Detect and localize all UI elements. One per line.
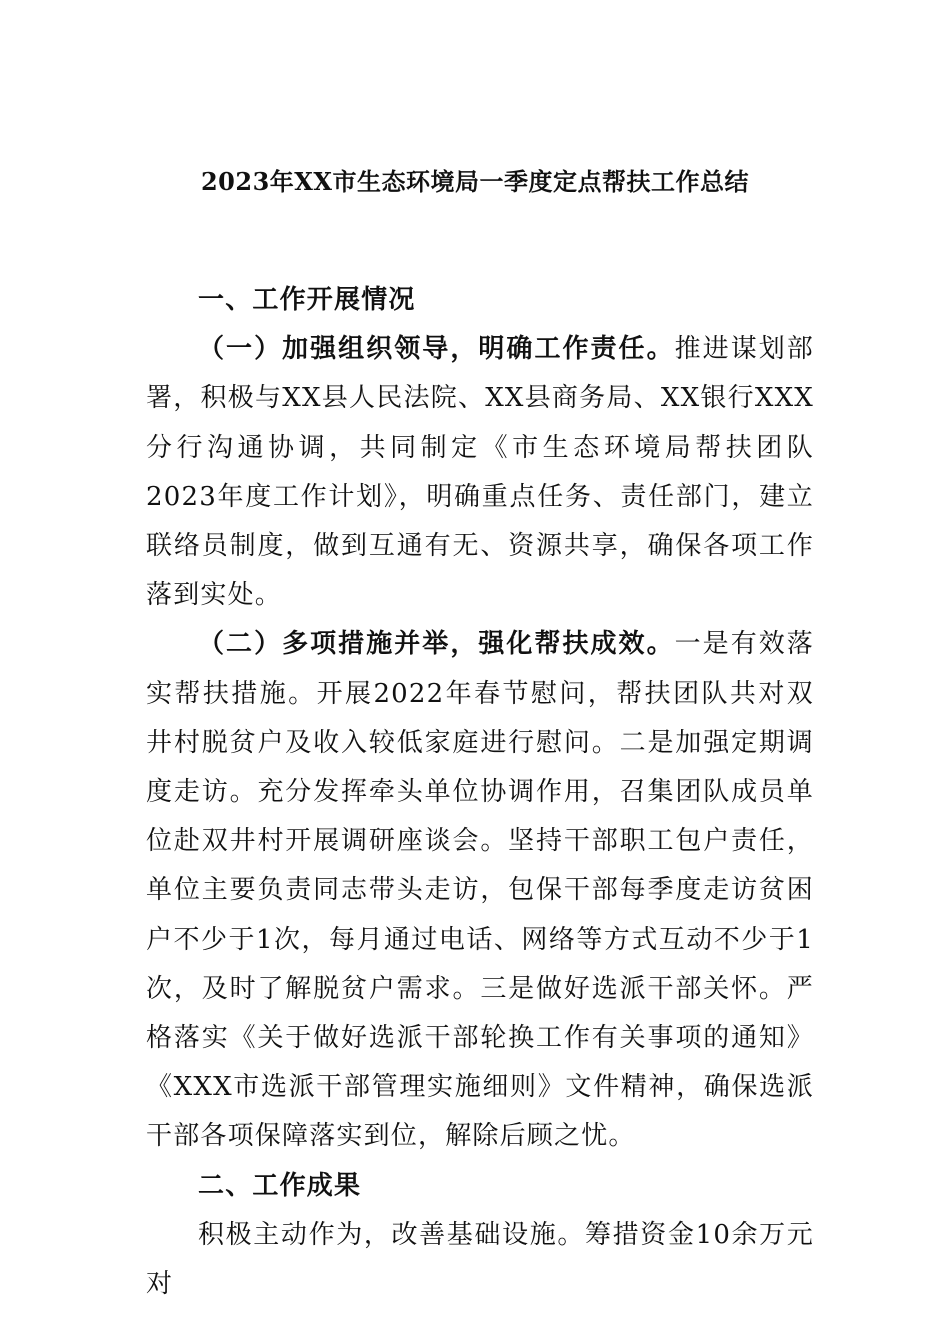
paragraph-1-lead: （一）加强组织领导，明确工作责任。 [198, 334, 675, 365]
section-heading-1: 一、工作开展情况 [198, 285, 416, 315]
paragraph-1-text: 推进谋划部署，积极与XX县人民法院、XX县商务局、XX银行XXX分行沟通协调，共同制定《市生态环境局帮扶团队2023年度工作计划》，明确重点任务、责任部门，建立联络员制度，做到互通有无、资源共享，确保各项工作落到实处。 [146, 334, 814, 611]
paragraph-2-text: 一是有效落实帮扶措施。开展2022年春节慰问，帮扶团队共对双井村脱贫户及收入较低家庭进行慰问。二是加强定期调度走访。充分发挥牵头单位协调作用，召集团队成员单位赴双井村开展调研座谈会。坚持干部职工包户责任，单位主要负责同志带头走访，包保干部每季度走访贫困户不少于1次，每月通过电话、网络等方式互动不少于1次，及时了解脱贫户需求。三是做好选派干部关怀。严格落实《关于做好选派干部轮换工作有关事项的通知》《XXX市选派干部管理实施细则》文件精神，确保选派干部各项保障落实到位，解除后顾之忧。 [146, 629, 814, 1152]
section-heading-2: 二、工作成果 [198, 1170, 362, 1201]
paragraph-2 [146, 620, 814, 1161]
paragraph-1 [146, 325, 814, 620]
document-body [146, 276, 814, 1309]
document-title: 2023年XX市生态环境局一季度定点帮扶工作总结 [200, 167, 750, 196]
paragraph-3: 积极主动作为，改善基础设施。筹措资金10余万元对 [146, 1219, 814, 1300]
paragraph-2-lead: （二）多项措施并举，强化帮扶成效。 [198, 629, 675, 660]
